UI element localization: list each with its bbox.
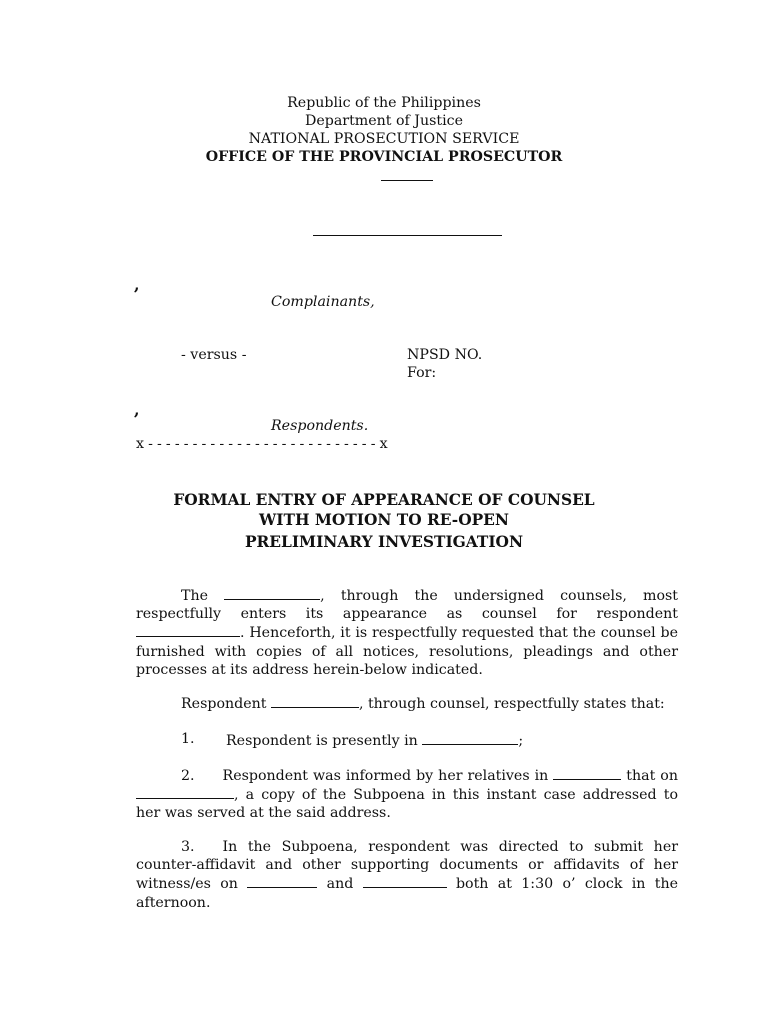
item-1-text (226, 731, 523, 749)
complainants-label: Complainants, (271, 294, 375, 310)
item-2-paragraph (136, 766, 678, 823)
caption-separator: x - - - - - - - - - - - - - - - - - - - - - - - - - - x (136, 436, 388, 452)
item-2-text-c: , a copy of the Subpoena in this instant case addressed to her was served at the said address. (136, 787, 678, 822)
p2-text-a: Respondent (181, 696, 271, 712)
header-department: Department of Justice (305, 113, 463, 129)
title-line-3: PRELIMINARY INVESTIGATION (244, 533, 524, 551)
blank-respondent-name (136, 623, 240, 637)
item-2-number: 2. (181, 768, 195, 784)
item-1-text-a: Respondent is presently in (226, 733, 423, 749)
blank-respondent (271, 694, 359, 708)
p2-text-b: , through counsel, respectfully states that: (358, 696, 665, 712)
item-2-text-a: Respondent was informed by her relatives in (222, 768, 554, 784)
header-office: OFFICE OF THE PROVINCIAL PROSECUTOR (205, 149, 563, 165)
title-line-1: FORMAL ENTRY OF APPEARANCE OF COUNSEL (173, 491, 595, 509)
blank-service-date (136, 785, 234, 799)
complainant-comma: , (134, 275, 140, 294)
item-3-paragraph (136, 838, 678, 912)
case-blank-line (313, 235, 502, 236)
header-blank-line (381, 180, 433, 181)
respondents-label: Respondents. (271, 418, 369, 434)
blank-location (422, 731, 518, 745)
title-line-2: WITH MOTION TO RE-OPEN (259, 511, 509, 529)
header-republic: Republic of the Philippines (287, 95, 481, 111)
paragraph-appearance (136, 586, 678, 679)
item-3-number: 3. (181, 839, 195, 855)
p1-text-c: . Henceforth, it is respectfully requested that the counsel be furnished with copies of all notices, resolutions, pleadings and other processes at its address herein-below indicated. (136, 625, 678, 678)
paragraph-respondent-states (136, 694, 678, 713)
item-2-text-b: that on (621, 768, 678, 784)
blank-relatives-place (553, 766, 621, 780)
item-3-text-c: both at 1:30 o’ clock in the afternoon. (136, 876, 678, 911)
for-label: For: (407, 365, 437, 381)
blank-date-2 (363, 874, 447, 888)
p1-text-b: , through the undersigned counsels, most respectfully enters its appearance as counsel for respondent (136, 588, 678, 623)
item-3-text-a: In the Subpoena, respondent was directed to submit her counter-affidavit and other supporting documents or affidavits of her witness/es on (136, 839, 678, 893)
item-1-number: 1. (181, 731, 195, 747)
blank-firm-name (224, 586, 320, 600)
blank-date-1 (247, 874, 317, 888)
npsd-no-label: NPSD NO. (407, 347, 483, 363)
p1-text-a: The (181, 588, 225, 604)
respondent-comma: , (134, 400, 140, 419)
versus-label: - versus - (181, 347, 247, 363)
item-3-text-b: and (317, 876, 363, 893)
item-1-text-b: ; (518, 733, 524, 749)
header-nps: NATIONAL PROSECUTION SERVICE (248, 131, 520, 147)
